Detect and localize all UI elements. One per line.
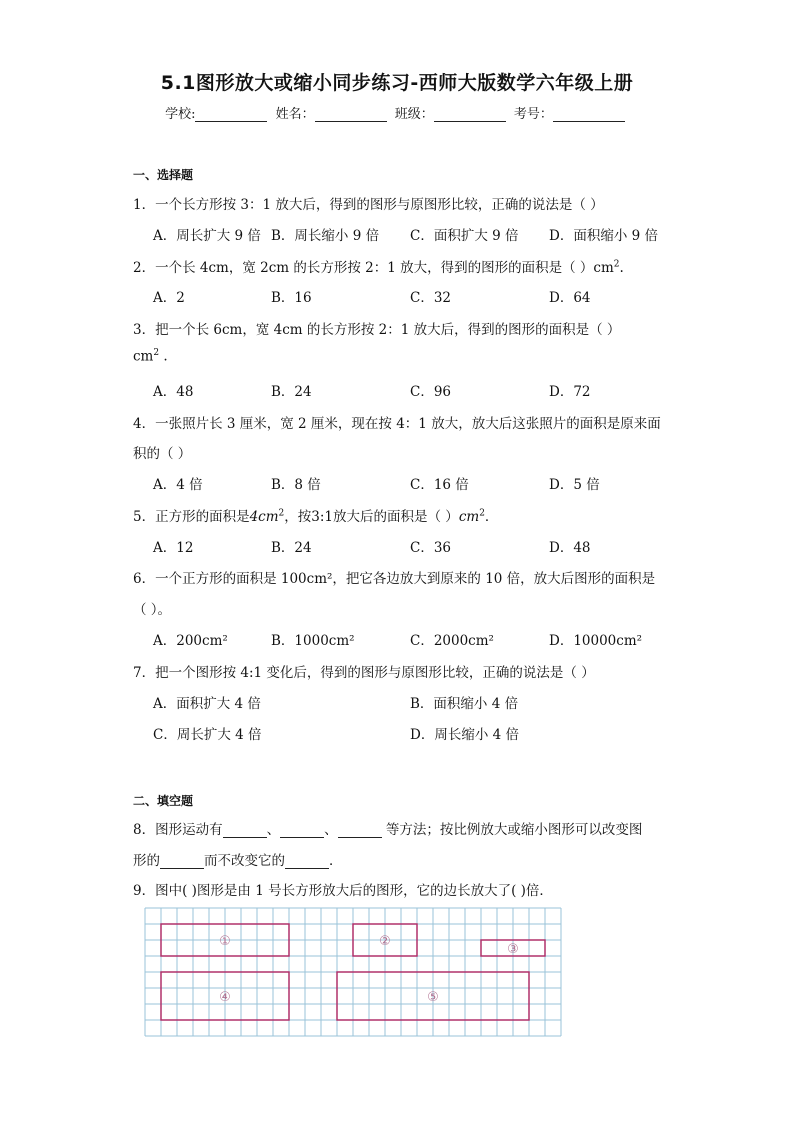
question-4-stem-2: 积的（ ） [133,446,192,462]
question-5-stem [133,505,498,525]
q8-sep-2: 、 [324,822,338,838]
rectangle-label-2: ② [379,934,391,949]
q8-sep-1: 、 [266,822,281,838]
q3-unit: cm [133,348,154,365]
q6-option-c: C．2000cm² [410,633,494,649]
q2-option-b: B．16 [271,290,312,306]
exam-no-label: 考号： [513,107,553,122]
exam-no-blank [553,109,625,122]
q5-unit: cm [458,509,480,525]
q5-area-sup: 2 [278,508,285,519]
rectangle-label-4: ④ [219,990,231,1005]
rectangle-label-5: ⑤ [427,990,439,1005]
rectangle-label-3: ③ [507,942,519,957]
question-6-stem: 6．一个正方形的面积是 100cm²，把它各边放大到原来的 10 倍，放大后图形的面积是 [133,571,656,587]
question-8-line-1 [133,818,642,838]
q2-option-d: D．64 [549,290,591,306]
question-3-unit [133,348,168,365]
q4-option-b: B．8 倍 [271,477,321,493]
q2-stem-end: . [619,260,624,276]
q8-part-1: 8．图形运动有 [133,822,223,838]
q7-option-d: D．周长缩小 4 倍 [410,727,519,743]
school-blank [195,109,267,122]
q5-option-b: B．24 [271,540,312,556]
q3-option-d: D．72 [549,384,591,400]
q1-option-d: D．面积缩小 9 倍 [549,228,658,244]
q6-option-a: A．200cm² [153,633,228,649]
q1-option-b: B．周长缩小 9 倍 [271,228,380,244]
q1-option-c: C．面积扩大 9 倍 [410,228,519,244]
q3-option-c: C．96 [410,384,452,400]
q1-option-a: A．周长扩大 9 倍 [153,228,261,244]
q2-stem-text: 2．一个长 4cm，宽 2cm 的长方形按 2：1 放大，得到的图形的面积是（ ）cm [133,260,614,276]
question-8-line-2 [133,849,343,869]
school-label: 学校: [165,107,196,122]
q8-blank-5[interactable] [285,856,329,869]
question-9-stem: 9．图中( )图形是由 1 号长方形放大后的图形，它的边长放大了( )倍． [133,883,553,899]
q3-unit-sup: 2 [153,348,160,358]
q5-area: 4cm [249,509,279,525]
q3-option-a: A．48 [153,384,194,400]
question-1-stem: 1．一个长方形按 3：1 放大后，得到的图形与原图形比较，正确的说法是（ ） [133,197,604,213]
class-blank [434,109,506,122]
q5-option-a: A．12 [153,540,194,556]
section-heading-choice: 一、选择题 [133,168,194,182]
question-6-stem-2: （ ）。 [133,602,172,618]
question-3-stem: 3．把一个长 6cm，宽 4cm 的长方形按 2：1 放大后，得到的图形的面积是（ ） [133,322,621,338]
q5-stem-a: 5．正方形的面积是 [133,509,250,525]
q2-option-c: C．32 [410,290,452,306]
q3-option-b: B．24 [271,384,312,400]
q8-part-3: 形的 [133,853,160,869]
q5-stem-b: ，按 [284,509,312,525]
q8-part-5: ． [329,853,343,869]
q4-option-d: D．5 倍 [549,477,600,493]
q8-blank-3[interactable] [338,825,382,838]
q7-option-b: B．面积缩小 4 倍 [410,696,519,712]
name-label: 姓名： [275,107,315,122]
q8-part-2: 等方法；按比例放大或缩小图形可以改变图 [381,822,643,838]
q2-stem-sup: 2 [613,259,620,270]
q8-blank-2[interactable] [280,825,324,838]
q7-option-c: C．周长扩大 4 倍 [153,727,262,743]
section-heading-fill-blank: 二、填空题 [133,794,194,808]
q6-option-d: D．10000cm² [549,633,643,649]
q8-part-4: 而不改变它的 [204,853,285,869]
q5-ratio: 3:1 [311,509,334,525]
question-4-stem: 4．一张照片长 3 厘米，宽 2 厘米，现在按 4：1 放大，放大后这张照片的面积是原来面 [133,416,661,432]
rectangle-label-1: ① [219,934,231,949]
q7-option-a: A．面积扩大 4 倍 [153,696,261,712]
page-title: 5.1图形放大或缩小同步练习-西师大版数学六年级上册 [160,72,634,94]
q4-option-a: A．4 倍 [153,477,203,493]
rectangle-grid-figure [143,906,569,1040]
q5-unit-sup: 2 [479,508,485,519]
q5-stem-end: ． [484,509,499,525]
q3-unit-end: . [159,348,168,365]
q2-option-a: A．2 [153,290,185,306]
class-label: 班级： [394,107,434,122]
student-info-line [0,103,794,122]
q6-option-b: B．1000cm² [271,633,355,649]
q8-blank-4[interactable] [160,856,204,869]
q8-blank-1[interactable] [223,825,267,838]
name-blank [315,109,387,122]
question-7-stem: 7．把一个图形按 4:1 变化后，得到的图形与原图形比较，正确的说法是（ ） [133,665,595,681]
question-2-stem [133,256,624,276]
q5-option-d: D．48 [549,540,591,556]
q5-option-c: C．36 [410,540,452,556]
q5-stem-c: 放大后的面积是（ ） [333,509,459,525]
q4-option-c: C．16 倍 [410,477,469,493]
